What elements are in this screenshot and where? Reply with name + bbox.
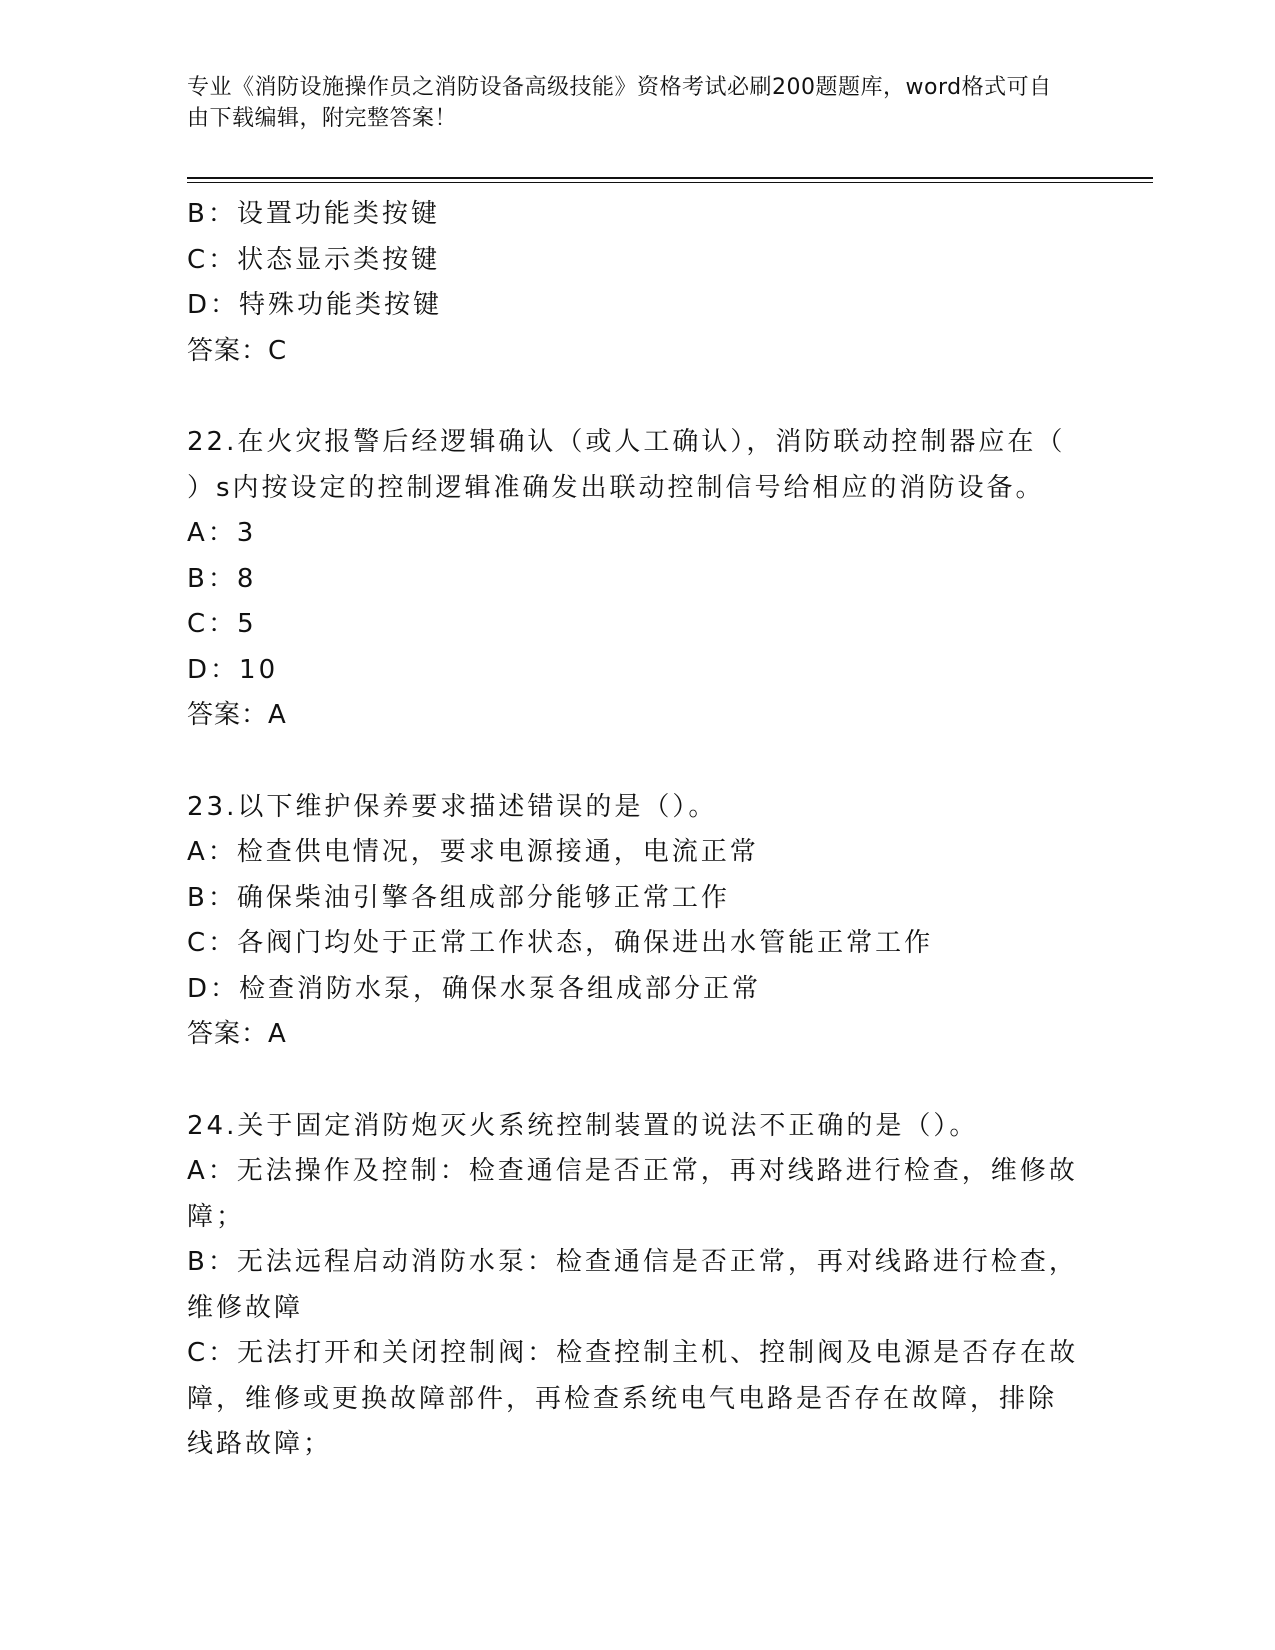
- option-c: C：5: [187, 609, 257, 639]
- spacer: [187, 1058, 1077, 1104]
- option-c-line: 线路故障；: [187, 1429, 333, 1459]
- question-24: [187, 1104, 1077, 1468]
- question-stem: 23.以下维护保养要求描述错误的是（）。: [187, 791, 718, 822]
- question-content: [187, 192, 1077, 1468]
- option-b: B：设置功能类按键: [187, 199, 440, 229]
- answer: 答案：C: [187, 335, 288, 366]
- option-b: B：确保柴油引擎各组成部分能够正常工作: [187, 882, 730, 913]
- option-b-line: B：无法远程启动消防水泵：检查通信是否正常，再对线路进行检查，: [187, 1247, 1078, 1277]
- option-a: A：检查供电情况，要求电源接通，电流正常: [187, 837, 759, 867]
- option-a: A：3: [187, 518, 257, 548]
- header-divider-thick: [187, 177, 1153, 179]
- option-d: D：特殊功能类按键: [187, 290, 443, 320]
- document-title: 专业《消防设施操作员之消防设备高级技能》资格考试必刷200题题库，word格式可自由下载编辑，附完整答案！: [187, 75, 1052, 131]
- document-header: [187, 72, 1067, 134]
- option-c: C：各阀门均处于正常工作状态，确保进出水管能正常工作: [187, 928, 934, 958]
- question-stem: 24.关于固定消防炮灭火系统控制装置的说法不正确的是（）。: [187, 1110, 979, 1141]
- option-a-line: A：无法操作及控制：检查通信是否正常，再对线路进行检查，维修故: [187, 1156, 1078, 1186]
- option-a-line: 障；: [187, 1201, 246, 1232]
- option-b: B：8: [187, 563, 257, 594]
- spacer: [187, 374, 1077, 420]
- option-c: C：状态显示类按键: [187, 244, 441, 275]
- question-21-tail: [187, 192, 1077, 374]
- header-divider-thin: [187, 182, 1153, 183]
- option-c-line: 障，维修或更换故障部件，再检查系统电气电路是否存在故障，排除: [187, 1383, 1058, 1414]
- option-b-line: 维修故障: [187, 1292, 304, 1323]
- question-22: [187, 420, 1077, 739]
- option-c-line: C：无法打开和关闭控制阀：检查控制主机、控制阀及电源是否存在故: [187, 1338, 1079, 1368]
- answer: 答案：A: [187, 1019, 287, 1049]
- question-stem-line: ）s内按设定的控制逻辑准确发出联动控制信号给相应的消防设备。: [187, 472, 1045, 503]
- spacer: [187, 739, 1077, 785]
- question-23: [187, 785, 1077, 1058]
- answer: 答案：A: [187, 700, 287, 730]
- option-d: D：10: [187, 654, 279, 685]
- option-d: D：检查消防水泵，确保水泵各组成部分正常: [187, 973, 762, 1004]
- question-stem-line: 22.在火灾报警后经逻辑确认（或人工确认），消防联动控制器应在（: [187, 427, 1066, 457]
